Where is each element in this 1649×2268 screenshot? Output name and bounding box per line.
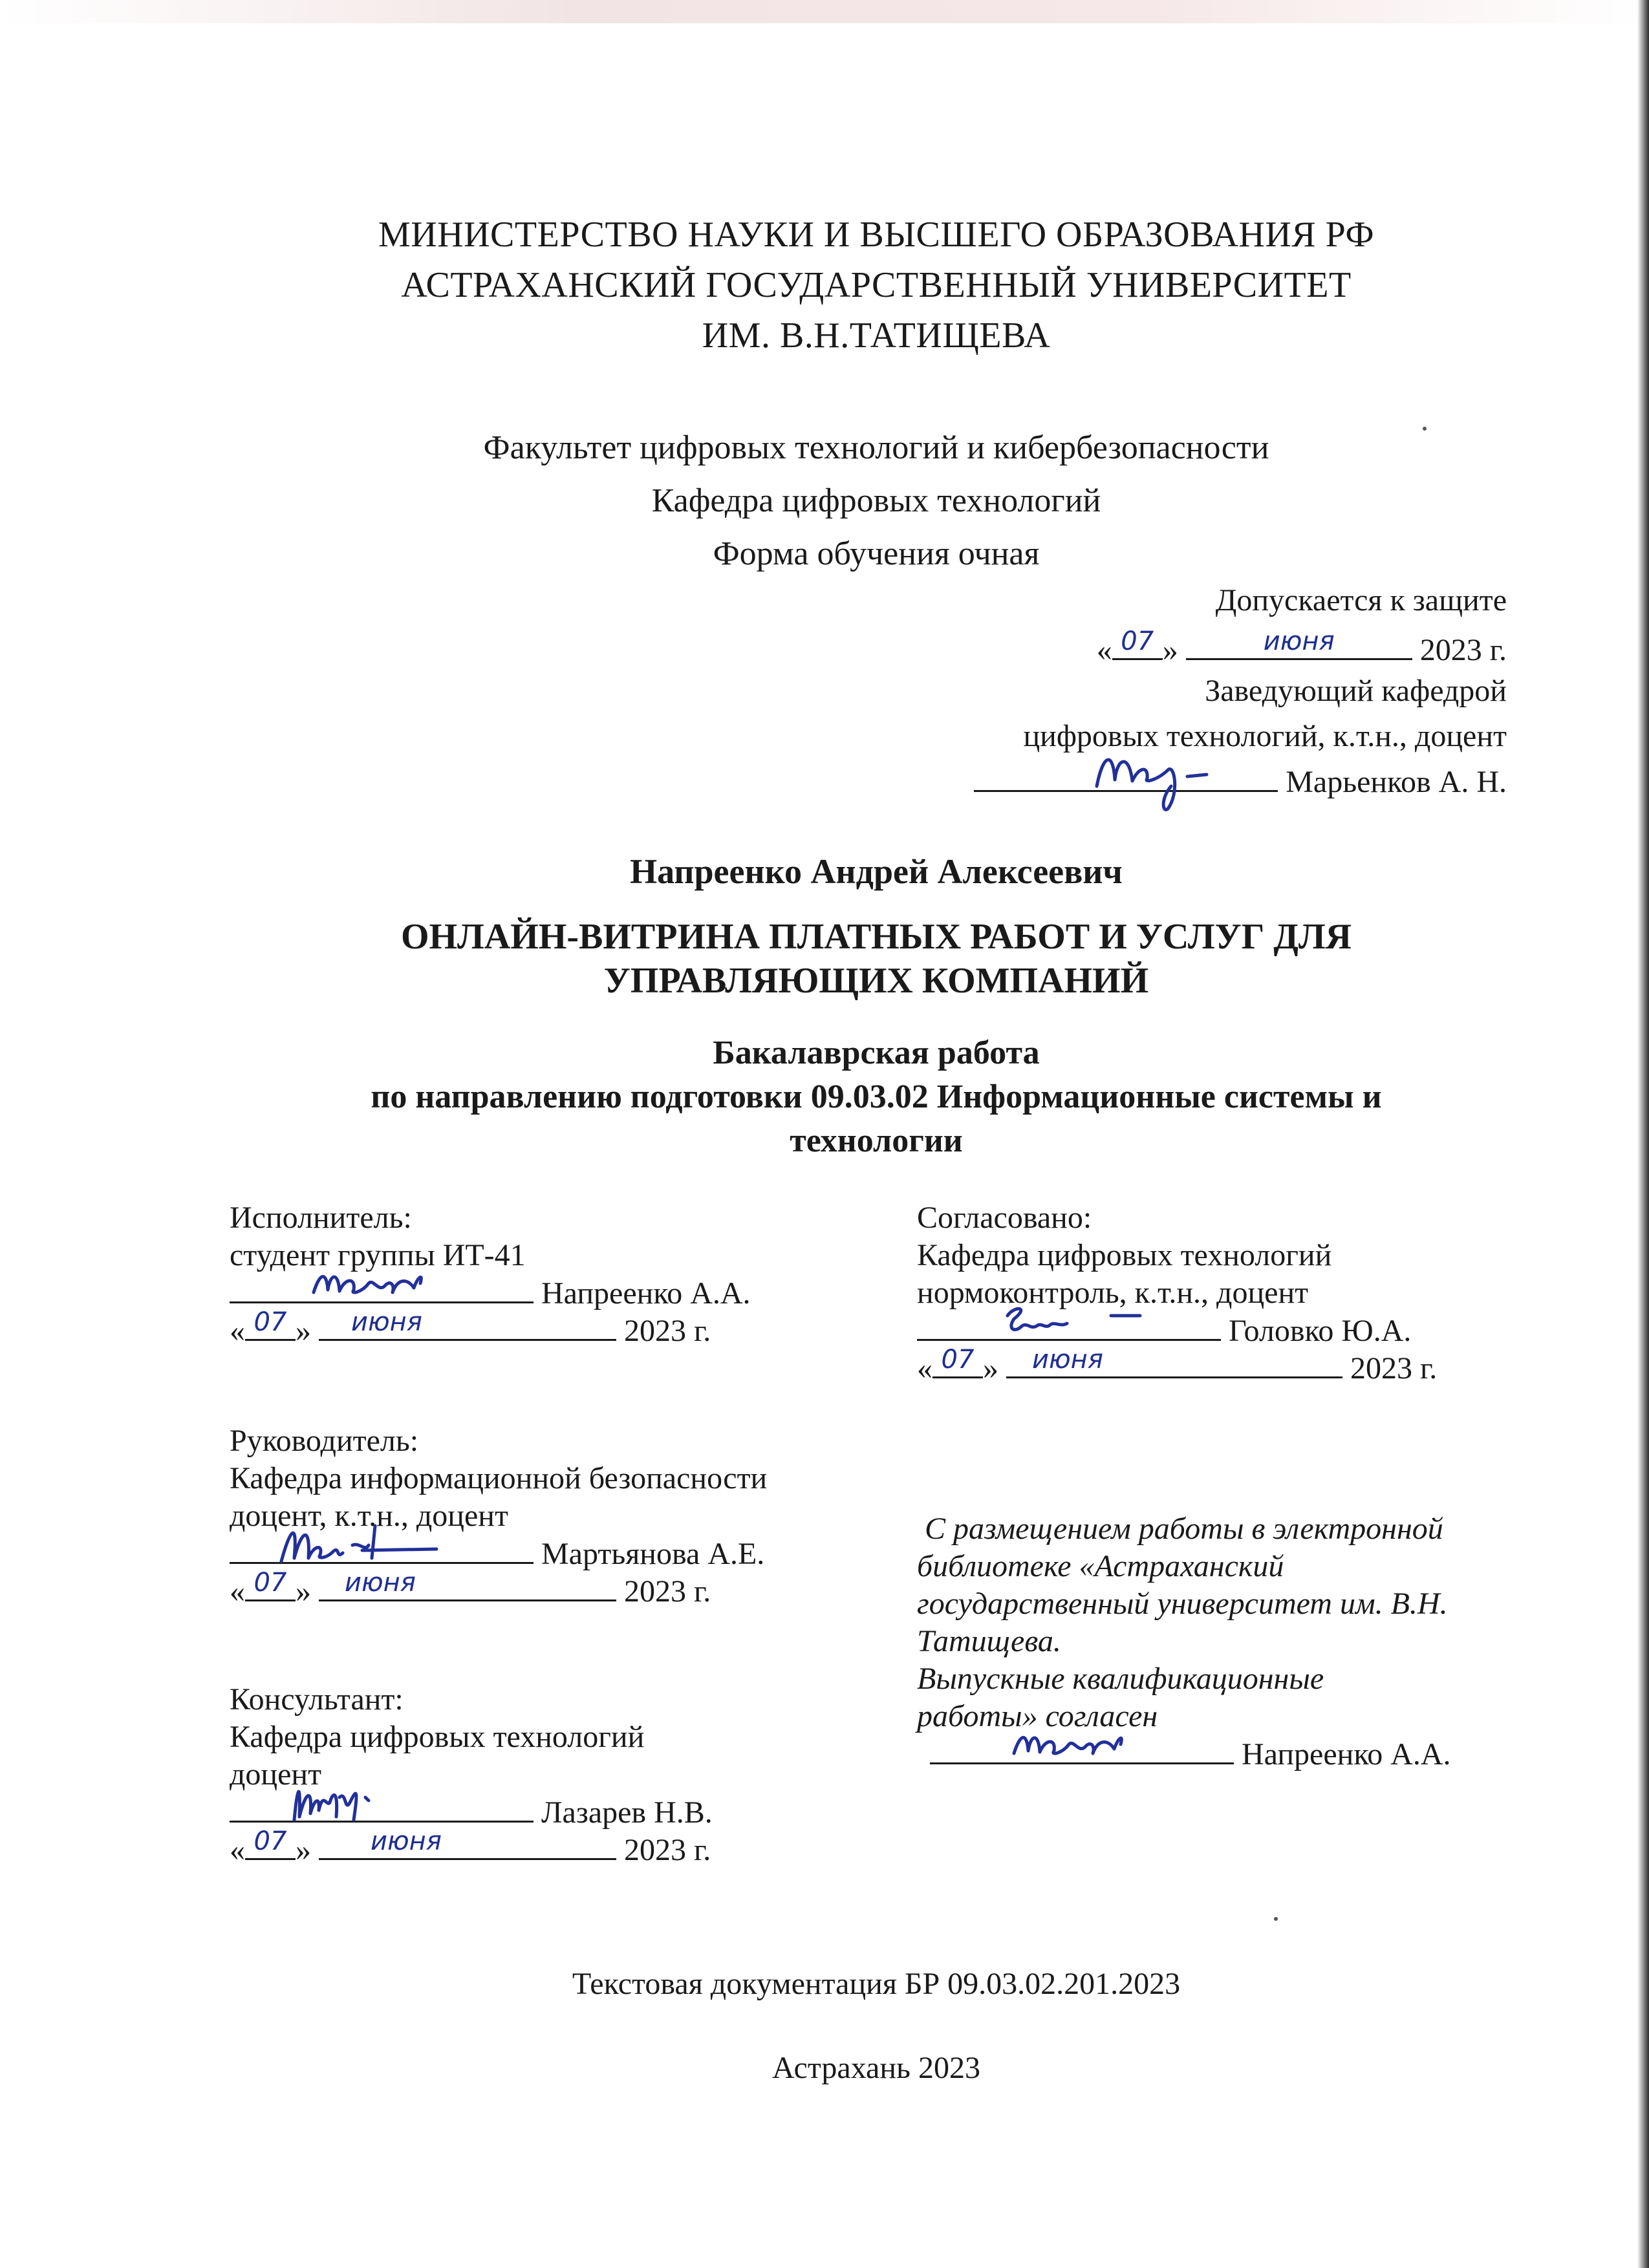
agreed-label: Согласовано:: [917, 1201, 1092, 1235]
consultant-block: [230, 1681, 713, 1868]
agreed-position: нормоконтроль, к.т.н., доцент: [917, 1276, 1309, 1310]
author-name: Напреенко Андрей Алексеевич: [630, 852, 1123, 891]
consent-line4: Татищева.: [917, 1624, 1061, 1658]
executor-block: [230, 1199, 751, 1349]
scan-right-edge: [1637, 0, 1649, 2268]
agreed-department: Кафедра цифровых технологий: [917, 1238, 1332, 1272]
thesis-title-line2: УПРАВЛЯЮЩИХ КОМПАНИЙ: [603, 961, 1149, 1001]
supervisor-month: июня: [345, 1568, 416, 1598]
consultant-name: Лазарев Н.В.: [541, 1795, 713, 1830]
consent-line2: библиотеке «Астраханский: [917, 1549, 1284, 1583]
supervisor-signature: [230, 1513, 534, 1571]
agreed-date: « 07 » июня 2023 г.: [917, 1345, 1438, 1385]
consultant-day: 07: [253, 1826, 287, 1856]
consent-signature-line: [917, 1735, 1451, 1773]
supervisor-day: 07: [253, 1568, 287, 1598]
study-form-line: Форма обучения очная: [713, 535, 1040, 572]
supervisor-year: 2023 г.: [624, 1574, 711, 1609]
work-type: Бакалаврская работа: [713, 1034, 1040, 1071]
supervisor-block: [230, 1422, 767, 1610]
approval-day: 07: [1121, 626, 1154, 656]
ministry-line: МИНИСТЕРСТВО НАУКИ И ВЫСШЕГО ОБРАЗОВАНИЯ РФ: [378, 215, 1375, 255]
scan-dust: [1274, 1917, 1278, 1921]
consent-line3: государственный университет им. В.Н.: [917, 1587, 1448, 1621]
direction-line2: технологии: [790, 1122, 963, 1159]
agreed-month: июня: [1032, 1345, 1103, 1375]
agreed-name: Головко Ю.А.: [1229, 1314, 1412, 1348]
consultant-month: июня: [371, 1826, 442, 1856]
approval-year: 2023 г.: [1419, 633, 1507, 667]
document-code: Текстовая документация БР 09.03.02.201.2023: [572, 1967, 1181, 2001]
consultant-department: Кафедра цифровых технологий: [230, 1720, 645, 1754]
executor-name: Напреенко А.А.: [541, 1276, 751, 1311]
approval-date: « 07 » июня 2023 г.: [1096, 626, 1507, 667]
faculty-line: Факультет цифровых технологий и кибербезопасности: [483, 429, 1269, 466]
executor-year: 2023 г.: [624, 1314, 711, 1348]
consultant-signature: [230, 1771, 534, 1830]
consultant-date: « 07 » июня 2023 г.: [230, 1826, 711, 1867]
named-after-line: ИМ. В.Н.ТАТИЩЕВА: [702, 316, 1051, 356]
head-signature-line: [974, 763, 1507, 801]
thesis-title-line1: ОНЛАЙН-ВИТРИНА ПЛАТНЫХ РАБОТ И УСЛУГ ДЛЯ: [400, 917, 1352, 957]
supervisor-position: доцент, к.т.н., доцент: [230, 1499, 508, 1533]
consent-signature: [930, 1713, 1234, 1771]
supervisor-department: Кафедра информационной безопасности: [230, 1461, 768, 1495]
agreed-year: 2023 г.: [1350, 1351, 1438, 1385]
head-position: цифровых технологий, к.т.н., доцент: [1023, 719, 1507, 753]
executor-label: Исполнитель:: [230, 1201, 412, 1235]
consent-name: Напреенко А.А.: [1242, 1737, 1451, 1771]
supervisor-label: Руководитель:: [230, 1424, 419, 1458]
approval-month: июня: [1263, 626, 1335, 656]
department-line: Кафедра цифровых технологий: [651, 482, 1101, 519]
head-signature: [974, 741, 1278, 799]
consent-line1: С размещением работы в электронной: [925, 1512, 1443, 1546]
admitted-label: Допускается к защите: [1215, 583, 1507, 617]
head-name: Марьенков А. Н.: [1286, 765, 1507, 799]
agreed-day: 07: [941, 1345, 975, 1375]
university-line: АСТРАХАНСКИЙ ГОСУДАРСТВЕННЫЙ УНИВЕРСИТЕТ: [401, 265, 1352, 305]
executor-group: студент группы ИТ-41: [230, 1238, 526, 1272]
executor-month: июня: [351, 1307, 422, 1337]
scan-top-edge: [0, 0, 1649, 23]
executor-signature: [230, 1252, 534, 1311]
agreed-signature: [917, 1290, 1221, 1348]
executor-date: « 07 » июня 2023 г.: [230, 1307, 711, 1348]
city-year: Астрахань 2023: [772, 2051, 980, 2085]
consent-line5: Выпускные квалификационные: [917, 1662, 1324, 1696]
head-title: Заведующий кафедрой: [1205, 674, 1507, 708]
supervisor-name: Мартьянова А.Е.: [541, 1537, 765, 1571]
agreed-block: [917, 1199, 1437, 1387]
consultant-position: доцент: [230, 1757, 322, 1792]
consent-block: [917, 1510, 1451, 1773]
consultant-year: 2023 г.: [624, 1833, 711, 1867]
direction-line1: по направлению подготовки 09.03.02 Информационные системы и: [371, 1078, 1382, 1115]
consent-line6: работы» согласен: [917, 1699, 1158, 1733]
supervisor-date: « 07 » июня 2023 г.: [230, 1568, 711, 1609]
executor-day: 07: [253, 1307, 287, 1337]
consultant-label: Консультант:: [230, 1682, 404, 1717]
